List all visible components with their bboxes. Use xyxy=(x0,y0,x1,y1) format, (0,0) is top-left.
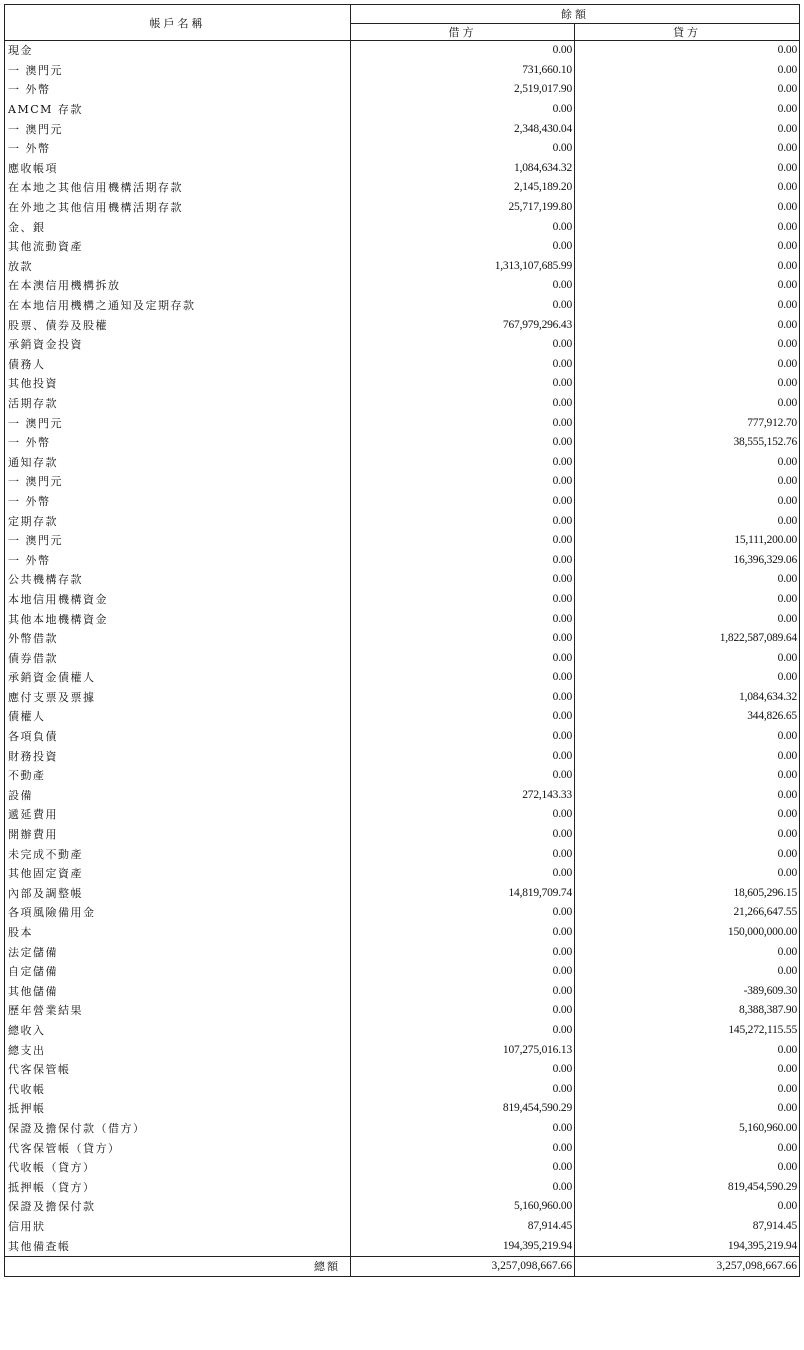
account-row xyxy=(5,472,800,492)
credit-cell: 0.00 xyxy=(575,668,800,688)
trial-balance-table xyxy=(4,4,800,1277)
account-row xyxy=(5,786,800,806)
account-name-cell: 其他本地機構資金 xyxy=(5,609,351,629)
account-row xyxy=(5,550,800,570)
account-name-cell: 內部及調整帳 xyxy=(5,884,351,904)
credit-cell: 8,388,387.90 xyxy=(575,1001,800,1021)
credit-cell: 0.00 xyxy=(575,864,800,884)
debit-cell: 0.00 xyxy=(351,413,575,433)
debit-cell: 14,819,709.74 xyxy=(351,884,575,904)
account-name-cell: 未完成不動產 xyxy=(5,844,351,864)
credit-cell: 0.00 xyxy=(575,962,800,982)
account-row xyxy=(5,1119,800,1139)
account-row xyxy=(5,982,800,1002)
credit-cell: 0.00 xyxy=(575,1079,800,1099)
account-name-cell: 一 外幣 xyxy=(5,433,351,453)
debit-cell: 0.00 xyxy=(351,844,575,864)
account-row xyxy=(5,1060,800,1080)
account-name-cell: 債權人 xyxy=(5,707,351,727)
credit-cell: 0.00 xyxy=(575,276,800,296)
account-name-cell: 代客保管帳（貸方） xyxy=(5,1138,351,1158)
debit-cell: 0.00 xyxy=(351,570,575,590)
debit-cell: 0.00 xyxy=(351,355,575,375)
debit-cell: 0.00 xyxy=(351,1060,575,1080)
credit-cell: 0.00 xyxy=(575,139,800,159)
account-rows xyxy=(5,41,800,1257)
account-name-cell: 設備 xyxy=(5,786,351,806)
account-row xyxy=(5,688,800,708)
credit-cell: 777,912.70 xyxy=(575,413,800,433)
account-name-cell: 一 澳門元 xyxy=(5,531,351,551)
account-name-cell: 一 外幣 xyxy=(5,492,351,512)
account-name-cell: 活期存款 xyxy=(5,394,351,414)
debit-cell: 0.00 xyxy=(351,942,575,962)
credit-cell: 0.00 xyxy=(575,1138,800,1158)
total-row xyxy=(5,1256,800,1276)
credit-cell: 5,160,960.00 xyxy=(575,1119,800,1139)
debit-cell: 0.00 xyxy=(351,746,575,766)
credit-cell: 0.00 xyxy=(575,746,800,766)
account-name-cell: 外幣借款 xyxy=(5,629,351,649)
account-name-cell: 一 澳門元 xyxy=(5,119,351,139)
debit-cell: 0.00 xyxy=(351,1119,575,1139)
debit-header: 借方 xyxy=(351,24,575,41)
credit-cell: 0.00 xyxy=(575,590,800,610)
account-name-cell: 一 外幣 xyxy=(5,80,351,100)
account-name-cell: 在本澳信用機構拆放 xyxy=(5,276,351,296)
account-row xyxy=(5,942,800,962)
debit-cell: 767,979,296.43 xyxy=(351,315,575,335)
account-row xyxy=(5,1197,800,1217)
account-row xyxy=(5,570,800,590)
credit-cell: 0.00 xyxy=(575,452,800,472)
credit-cell: 145,272,115.55 xyxy=(575,1021,800,1041)
account-name-cell: 定期存款 xyxy=(5,511,351,531)
account-name-cell: 股票、債券及股權 xyxy=(5,315,351,335)
debit-cell: 0.00 xyxy=(351,1001,575,1021)
account-name-cell: 本地信用機構資金 xyxy=(5,590,351,610)
debit-cell: 0.00 xyxy=(351,707,575,727)
account-row xyxy=(5,1138,800,1158)
debit-cell: 2,519,017.90 xyxy=(351,80,575,100)
credit-cell: 0.00 xyxy=(575,178,800,198)
account-row xyxy=(5,629,800,649)
account-name-cell: 公共機構存款 xyxy=(5,570,351,590)
account-name-cell: 放款 xyxy=(5,257,351,277)
debit-cell: 0.00 xyxy=(351,472,575,492)
account-row xyxy=(5,1021,800,1041)
debit-cell: 2,348,430.04 xyxy=(351,119,575,139)
account-row xyxy=(5,492,800,512)
total-label: 總額 xyxy=(5,1256,351,1276)
account-name-cell: 歷年營業結果 xyxy=(5,1001,351,1021)
credit-cell: 16,396,329.06 xyxy=(575,550,800,570)
account-row xyxy=(5,139,800,159)
debit-cell: 0.00 xyxy=(351,1158,575,1178)
account-row xyxy=(5,825,800,845)
total-debit: 3,257,098,667.66 xyxy=(351,1256,575,1276)
account-name-cell: 其他固定資產 xyxy=(5,864,351,884)
debit-cell: 0.00 xyxy=(351,1177,575,1197)
credit-cell: 0.00 xyxy=(575,296,800,316)
account-name-cell: 代客保管帳 xyxy=(5,1060,351,1080)
credit-cell: 150,000,000.00 xyxy=(575,923,800,943)
credit-cell: 0.00 xyxy=(575,159,800,179)
debit-cell: 731,660.10 xyxy=(351,61,575,81)
account-row xyxy=(5,962,800,982)
debit-cell: 0.00 xyxy=(351,452,575,472)
debit-cell: 819,454,590.29 xyxy=(351,1099,575,1119)
debit-cell: 0.00 xyxy=(351,590,575,610)
account-name-cell: 不動產 xyxy=(5,766,351,786)
debit-cell: 0.00 xyxy=(351,433,575,453)
account-name-cell: 一 外幣 xyxy=(5,550,351,570)
account-row xyxy=(5,41,800,61)
account-row xyxy=(5,276,800,296)
credit-cell: 0.00 xyxy=(575,100,800,120)
account-row xyxy=(5,648,800,668)
debit-cell: 0.00 xyxy=(351,962,575,982)
account-name-cell: 代收帳（貸方） xyxy=(5,1158,351,1178)
credit-cell: 0.00 xyxy=(575,394,800,414)
account-row xyxy=(5,903,800,923)
account-row xyxy=(5,80,800,100)
account-name-cell: 抵押帳 xyxy=(5,1099,351,1119)
debit-cell: 0.00 xyxy=(351,648,575,668)
credit-cell: 0.00 xyxy=(575,80,800,100)
account-row xyxy=(5,1079,800,1099)
debit-cell: 0.00 xyxy=(351,41,575,61)
account-name-cell: 應付支票及票據 xyxy=(5,688,351,708)
total-credit: 3,257,098,667.66 xyxy=(575,1256,800,1276)
debit-cell: 0.00 xyxy=(351,864,575,884)
account-row xyxy=(5,511,800,531)
debit-cell: 5,160,960.00 xyxy=(351,1197,575,1217)
debit-cell: 0.00 xyxy=(351,492,575,512)
account-row xyxy=(5,864,800,884)
account-name-cell: 保證及擔保付款 xyxy=(5,1197,351,1217)
account-name-cell: 一 澳門元 xyxy=(5,61,351,81)
credit-cell: 344,826.65 xyxy=(575,707,800,727)
debit-cell: 272,143.33 xyxy=(351,786,575,806)
credit-cell: 38,555,152.76 xyxy=(575,433,800,453)
credit-cell: 0.00 xyxy=(575,648,800,668)
debit-cell: 0.00 xyxy=(351,296,575,316)
balance-header: 餘額 xyxy=(351,5,800,24)
account-row xyxy=(5,61,800,81)
debit-cell: 0.00 xyxy=(351,100,575,120)
account-name-cell: AMCM 存款 xyxy=(5,100,351,120)
account-name-cell: 總支出 xyxy=(5,1040,351,1060)
credit-cell: 0.00 xyxy=(575,805,800,825)
account-name-cell: 保證及擔保付款（借方） xyxy=(5,1119,351,1139)
debit-cell: 0.00 xyxy=(351,1021,575,1041)
account-row xyxy=(5,884,800,904)
debit-cell: 25,717,199.80 xyxy=(351,198,575,218)
account-name-cell: 其他儲備 xyxy=(5,982,351,1002)
debit-cell: 1,084,634.32 xyxy=(351,159,575,179)
credit-cell: 18,605,296.15 xyxy=(575,884,800,904)
debit-cell: 0.00 xyxy=(351,1138,575,1158)
account-row xyxy=(5,1177,800,1197)
account-name-cell: 債務人 xyxy=(5,355,351,375)
account-name-cell: 通知存款 xyxy=(5,452,351,472)
credit-cell: 0.00 xyxy=(575,570,800,590)
debit-cell: 0.00 xyxy=(351,237,575,257)
debit-cell: 0.00 xyxy=(351,511,575,531)
credit-cell: 0.00 xyxy=(575,472,800,492)
debit-cell: 0.00 xyxy=(351,374,575,394)
credit-cell: 0.00 xyxy=(575,1158,800,1178)
credit-cell: 0.00 xyxy=(575,492,800,512)
credit-cell: 0.00 xyxy=(575,119,800,139)
account-name-cell: 在外地之其他信用機構活期存款 xyxy=(5,198,351,218)
debit-cell: 0.00 xyxy=(351,923,575,943)
account-row xyxy=(5,413,800,433)
account-row xyxy=(5,1158,800,1178)
account-name-cell: 一 澳門元 xyxy=(5,472,351,492)
account-row xyxy=(5,531,800,551)
account-row xyxy=(5,805,800,825)
credit-cell: 87,914.45 xyxy=(575,1217,800,1237)
account-row xyxy=(5,727,800,747)
debit-cell: 0.00 xyxy=(351,609,575,629)
credit-cell: 0.00 xyxy=(575,257,800,277)
account-row xyxy=(5,257,800,277)
credit-cell: 1,084,634.32 xyxy=(575,688,800,708)
account-row xyxy=(5,100,800,120)
account-row xyxy=(5,1236,800,1256)
credit-cell: 0.00 xyxy=(575,61,800,81)
credit-cell: 21,266,647.55 xyxy=(575,903,800,923)
account-name-cell: 現金 xyxy=(5,41,351,61)
account-name-cell: 各項負債 xyxy=(5,727,351,747)
credit-cell: 0.00 xyxy=(575,355,800,375)
account-name-cell: 一 澳門元 xyxy=(5,413,351,433)
credit-cell: 0.00 xyxy=(575,1040,800,1060)
account-name-cell: 金、銀 xyxy=(5,217,351,237)
account-name-cell: 開辦費用 xyxy=(5,825,351,845)
credit-cell: 194,395,219.94 xyxy=(575,1236,800,1256)
account-row xyxy=(5,590,800,610)
account-row xyxy=(5,394,800,414)
debit-cell: 0.00 xyxy=(351,668,575,688)
account-row xyxy=(5,707,800,727)
debit-cell: 1,313,107,685.99 xyxy=(351,257,575,277)
account-row xyxy=(5,159,800,179)
credit-cell: 0.00 xyxy=(575,825,800,845)
credit-cell: -389,609.30 xyxy=(575,982,800,1002)
account-row xyxy=(5,766,800,786)
account-row xyxy=(5,355,800,375)
account-name-cell: 股本 xyxy=(5,923,351,943)
debit-cell: 0.00 xyxy=(351,629,575,649)
account-row xyxy=(5,1001,800,1021)
debit-cell: 0.00 xyxy=(351,825,575,845)
credit-cell: 0.00 xyxy=(575,844,800,864)
account-row xyxy=(5,1099,800,1119)
credit-cell: 0.00 xyxy=(575,511,800,531)
debit-cell: 0.00 xyxy=(351,727,575,747)
account-row xyxy=(5,296,800,316)
credit-cell: 0.00 xyxy=(575,41,800,61)
debit-cell: 0.00 xyxy=(351,982,575,1002)
account-name-cell: 在本地信用機構之通知及定期存款 xyxy=(5,296,351,316)
credit-cell: 15,111,200.00 xyxy=(575,531,800,551)
account-name-cell: 承銷資金債權人 xyxy=(5,668,351,688)
account-name-cell: 代收帳 xyxy=(5,1079,351,1099)
account-row xyxy=(5,844,800,864)
debit-cell: 0.00 xyxy=(351,1079,575,1099)
credit-cell: 0.00 xyxy=(575,1060,800,1080)
account-row xyxy=(5,668,800,688)
credit-cell: 1,822,587,089.64 xyxy=(575,629,800,649)
account-name-cell: 其他流動資產 xyxy=(5,237,351,257)
debit-cell: 194,395,219.94 xyxy=(351,1236,575,1256)
debit-cell: 0.00 xyxy=(351,531,575,551)
account-row xyxy=(5,1217,800,1237)
account-name-cell: 法定儲備 xyxy=(5,942,351,962)
debit-cell: 0.00 xyxy=(351,394,575,414)
debit-cell: 0.00 xyxy=(351,805,575,825)
account-name-cell: 一 外幣 xyxy=(5,139,351,159)
credit-cell: 0.00 xyxy=(575,374,800,394)
account-row xyxy=(5,746,800,766)
account-name-cell: 信用狀 xyxy=(5,1217,351,1237)
account-row xyxy=(5,374,800,394)
account-name-cell: 其他備查帳 xyxy=(5,1236,351,1256)
credit-cell: 0.00 xyxy=(575,1099,800,1119)
account-row xyxy=(5,609,800,629)
credit-cell: 0.00 xyxy=(575,786,800,806)
account-row xyxy=(5,1040,800,1060)
credit-cell: 0.00 xyxy=(575,315,800,335)
account-row xyxy=(5,119,800,139)
account-name-header: 帳戶名稱 xyxy=(5,5,351,41)
trial-balance-sheet xyxy=(4,4,799,1346)
account-row xyxy=(5,335,800,355)
account-row xyxy=(5,923,800,943)
credit-cell: 0.00 xyxy=(575,335,800,355)
debit-cell: 0.00 xyxy=(351,550,575,570)
account-name-cell: 總收入 xyxy=(5,1021,351,1041)
account-row xyxy=(5,315,800,335)
account-row xyxy=(5,198,800,218)
account-row xyxy=(5,433,800,453)
account-name-cell: 自定儲備 xyxy=(5,962,351,982)
debit-cell: 0.00 xyxy=(351,139,575,159)
debit-cell: 107,275,016.13 xyxy=(351,1040,575,1060)
debit-cell: 0.00 xyxy=(351,276,575,296)
credit-cell: 0.00 xyxy=(575,217,800,237)
debit-cell: 0.00 xyxy=(351,217,575,237)
debit-cell: 87,914.45 xyxy=(351,1217,575,1237)
account-name-cell: 遞延費用 xyxy=(5,805,351,825)
account-row xyxy=(5,178,800,198)
account-name-cell: 應收帳項 xyxy=(5,159,351,179)
account-row xyxy=(5,237,800,257)
credit-cell: 0.00 xyxy=(575,766,800,786)
credit-cell: 0.00 xyxy=(575,1197,800,1217)
account-name-cell: 債券借款 xyxy=(5,648,351,668)
account-name-cell: 財務投資 xyxy=(5,746,351,766)
account-name-cell: 承銷資金投資 xyxy=(5,335,351,355)
credit-cell: 819,454,590.29 xyxy=(575,1177,800,1197)
account-row xyxy=(5,217,800,237)
account-name-cell: 抵押帳（貸方） xyxy=(5,1177,351,1197)
account-row xyxy=(5,452,800,472)
debit-cell: 0.00 xyxy=(351,766,575,786)
debit-cell: 2,145,189.20 xyxy=(351,178,575,198)
credit-cell: 0.00 xyxy=(575,609,800,629)
credit-cell: 0.00 xyxy=(575,942,800,962)
credit-cell: 0.00 xyxy=(575,198,800,218)
debit-cell: 0.00 xyxy=(351,688,575,708)
debit-cell: 0.00 xyxy=(351,335,575,355)
debit-cell: 0.00 xyxy=(351,903,575,923)
account-name-cell: 其他投資 xyxy=(5,374,351,394)
account-name-cell: 在本地之其他信用機構活期存款 xyxy=(5,178,351,198)
credit-header: 貸方 xyxy=(575,24,800,41)
credit-cell: 0.00 xyxy=(575,237,800,257)
credit-cell: 0.00 xyxy=(575,727,800,747)
account-name-cell: 各項風險備用金 xyxy=(5,903,351,923)
